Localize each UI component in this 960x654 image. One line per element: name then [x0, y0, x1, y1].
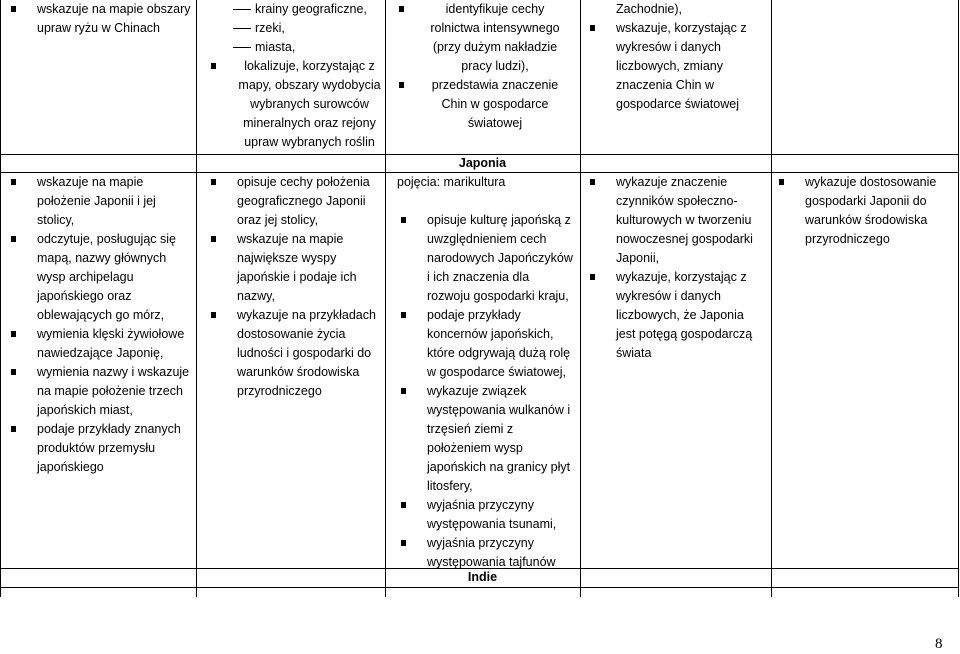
dash-item: krainy geograficzne,	[255, 0, 400, 19]
requirement-item: wskazuje na mapie obszary upraw ryżu w Chinach	[37, 0, 192, 38]
requirement-item: opisuje kulturę japońską z uwzględnieniem cech narodowych Japończyków i ich znaczenia dla rozwoju gospodarki kraju,	[427, 211, 575, 306]
table-column-divider	[196, 0, 197, 597]
requirement-item: lokalizuje, korzystając z mapy, obszary wydobycia wybranych surowców mineralnych oraz rejony upraw wybranych roślin	[237, 57, 382, 152]
requirement-item: wymienia nazwy i wskazuje na mapie położenie trzech japońskich miast,	[37, 363, 192, 420]
requirement-item: odczytuje, posługując się mapą, nazwy głównych wysp archipelagu japońskiego oraz oblewających go mórz,	[37, 230, 192, 325]
requirement-item: przedstawia znaczenie Chin w gospodarce światowej	[425, 76, 565, 133]
requirement-item: wskazuje na mapie największe wyspy japońskie i podaje ich nazwy,	[237, 230, 377, 306]
continued-text: Zachodnie),	[616, 2, 683, 16]
requirement-item: wyjaśnia przyczyny występowania tajfunów	[427, 534, 575, 572]
requirement-item: wykazuje dostosowanie gospodarki Japonii do warunków środowiska przyrodniczego	[805, 173, 955, 249]
concepts-label: pojęcia: marikultura	[397, 175, 506, 189]
requirement-item: wykazuje związek występowania wulkanów i trzęsień ziemi z położeniem wysp japońskich na granicy płyt litosfery,	[427, 382, 575, 496]
requirement-item: podaje przykłady znanych produktów przemysłu japońskiego	[37, 420, 192, 477]
requirement-item: wskazuje, korzystając z wykresów i danych liczbowych, zmiany znaczenia Chin w gospodarce światowej	[616, 19, 761, 114]
requirement-item: opisuje cechy położenia geograficznego Japonii oraz jej stolicy,	[237, 173, 377, 230]
requirement-item: wymienia klęski żywiołowe nawiedzające Japonię,	[37, 325, 192, 363]
japan-row-col2	[237, 173, 377, 401]
top-row-col1	[37, 0, 192, 38]
page-number: 8	[935, 636, 943, 652]
japan-row-col1	[37, 173, 192, 477]
requirement-item: podaje przykłady koncernów japońskich, które odgrywają dużą rolę w gospodarce światowej,	[427, 306, 575, 382]
japan-row-col3	[427, 211, 575, 572]
section-header-india: Indie	[467, 570, 498, 584]
requirement-item: wykazuje znaczenie czynników społeczno-kulturowych w tworzeniu nowoczesnej gospodarki Japonii,	[616, 173, 764, 268]
top-row-col3	[425, 0, 565, 133]
requirement-item: wyjaśnia przyczyny występowania tsunami,	[427, 496, 575, 534]
japan-row-col4	[616, 173, 764, 363]
requirement-item: wykazuje na przykładach dostosowanie życia ludności i gospodarki do warunków środowiska przyrodniczego	[237, 306, 377, 401]
row-divider	[0, 587, 959, 588]
requirement-item: identyfikuje cechy rolnictwa intensywnego (przy dużym nakładzie pracy ludzi),	[425, 0, 565, 76]
japan-row-col5	[805, 173, 955, 249]
top-row-col4	[616, 0, 761, 114]
section-header-japan: Japonia	[458, 156, 507, 170]
table-column-divider	[771, 0, 772, 597]
dash-item: rzeki,	[255, 19, 400, 38]
requirement-item: wykazuje, korzystając z wykresów i danych liczbowych, że Japonia jest potęgą gospodarczą świata	[616, 268, 764, 363]
table-border-left	[0, 0, 1, 597]
requirement-item: wskazuje na mapie położenie Japonii i jej stolicy,	[37, 173, 192, 230]
table-column-divider	[958, 0, 959, 597]
top-row-col2	[237, 0, 382, 152]
dash-item: miasta,	[255, 38, 400, 57]
table-column-divider	[580, 0, 581, 597]
table-column-divider	[385, 0, 386, 597]
